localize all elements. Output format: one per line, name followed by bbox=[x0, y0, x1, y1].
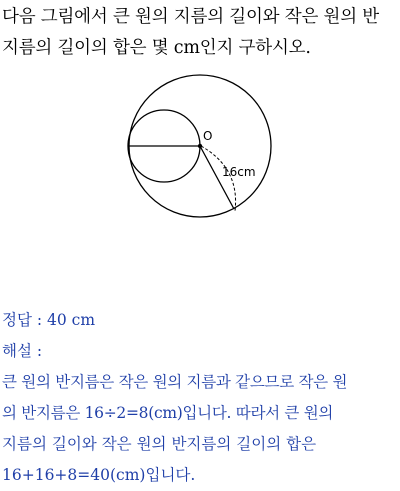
explanation-line-1: 큰 원의 반지름은 작은 원의 지름과 같으므로 작은 원 bbox=[2, 373, 348, 391]
question-line-1: 다음 그림에서 큰 원의 지름의 길이와 작은 원의 반 bbox=[2, 7, 380, 27]
question-line-2: 지름의 길이의 합은 몇 cm인지 구하시오. bbox=[2, 38, 311, 58]
explanation-heading: 해설 : bbox=[2, 342, 43, 360]
center-label: O bbox=[203, 129, 213, 143]
explanation-line-4: 16+16+8=40(cm)입니다. bbox=[2, 466, 196, 484]
center-point bbox=[198, 144, 202, 148]
explanation-line-3: 지름의 길이와 작은 원의 반지름의 길이의 합은 bbox=[2, 435, 317, 453]
explanation-line-2: 의 반지름은 16÷2=8(cm)입니다. 따라서 큰 원의 bbox=[2, 404, 334, 422]
radius-label: 16cm bbox=[222, 165, 256, 179]
answer-line: 정답 : 40 cm bbox=[2, 311, 96, 329]
answer-section bbox=[2, 305, 398, 491]
